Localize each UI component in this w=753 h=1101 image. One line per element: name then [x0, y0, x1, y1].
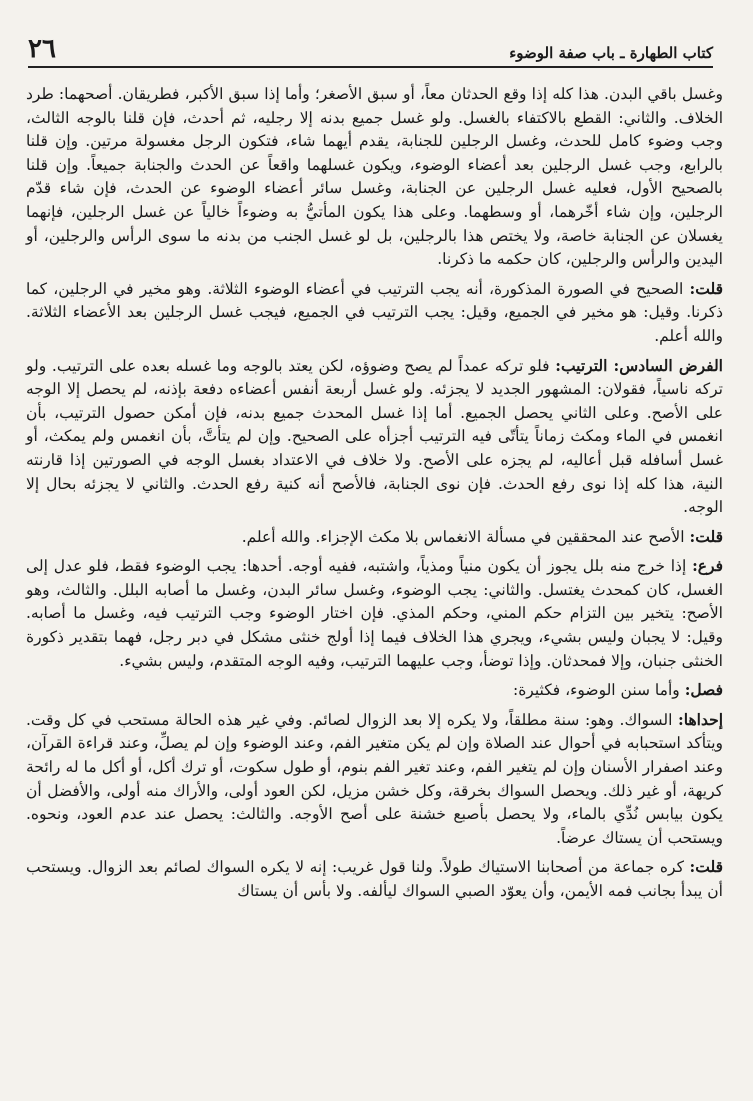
- page-body: [26, 82, 723, 909]
- paragraph-text: وغسل باقي البدن. هذا كله إذا وقع الحدثان معاً، أو سبق الأصغر؛ وأما إذا سبق الأكبر، فطريقان. أصحهما: طرد الخلاف. والثاني: القطع بالاكتفاء بالغسل. ولو غسل جميع بدنه إلا رجليه، ثم أحدث، فإن قلنا بالوجه الثالث، وجب وضوء كامل للحدث، وغسل الرجلين للجنابة، يقدم أيهما شاء، فتكون الرجل مغسولة مرتين. وإن قلنا بالرابع، وجب غسل الرجلين بعد أعضاء الوضوء، ويكون غسلهما واقعاً عن الحدث والجنابة جميعاً. وإن قلنا بالصحيح الأول، فعليه غسل الرجلين عن الجنابة، وغسل سائر أعضاء الوضوء عن الحدث، فإن شاء قدّم الرجلين، وإن شاء أخّرهما، أو وسطهما. وعلى هذا يكون المأتيُّ به وضوءاً خالياً عن غسل الرجلين، فإنهما يغسلان عن الجنابة خاصة، ولا يختص هذا بالرجلين، بل لو غسل الجنب من بدنه ما سوى الرأس والرجلين، أو اليدين والرأس والرجلين، كان حكمه ما ذكرنا.: [26, 85, 723, 269]
- page-number: ٢٦: [28, 34, 56, 64]
- paragraph-lead: قلت:: [689, 526, 723, 546]
- paragraph: [26, 708, 723, 851]
- paragraph-lead: قلت:: [689, 278, 723, 298]
- paragraph: [26, 354, 723, 520]
- paragraph-lead: إحداها:: [678, 709, 723, 729]
- paragraph: [26, 82, 723, 272]
- paragraph-text: إذا خرج منه بلل يجوز أن يكون منياً ومذياً، واشتبه، ففيه أوجه. أحدها: يجب الوضوء فقط، فلو عدل إلى الغسل، كان كمحدث يغتسل. والثاني: يجب الوضوء، وغسل سائر البدن، وغسل ما أصابه البلل. والثالث، وهو الأصح: يتخير بين التزام حكم المني، وحكم المذي. فإن اختار الوضوء وجب الترتيب فيه، وغسل ما أصابه. وقيل: لا يجبان وليس بشيء، ويجري هذا الخلاف فيما إذا أولج خنثى مشكل في دبر رجل، فهما بتقدير ذكورة الخنثى جنبان، وإلا فمحدثان. وإذا توضأ، وجب عليهما الترتيب، وفيه الوجه المتقدم، وليس بشيء.: [26, 557, 723, 670]
- page-header: [28, 28, 713, 62]
- paragraph-lead: فصل:: [684, 680, 723, 700]
- header-rule: [28, 66, 713, 68]
- paragraph-text: فلو تركه عمداً لم يصح وضوؤه، لكن يعتد بالوجه وما غسله بعده على الترتيب. ولو تركه ناسياً، فقولان: المشهور الجديد لا يجزئه. ولو غسل أربعة أنفس أعضاءه دفعة بإذنه، لم يحصل إلا الوجه على الأصح. وعلى الثاني يحصل الجميع. أما إذا غسل المحدث جميع بدنه، فإن أمكن حصول الترتيب، بأن انغمس في الماء ومكث زماناً يتأتّى فيه الترتيب أجزأه على الصحيح. وإن لم يتأتَّ، بأن انغمس ولم يمكث، أو غسل أسافله قبل أعاليه، لم يجزه على الأصح. ولا خلاف في الاعتداد بغسل الوجه في الصورتين إذا قارنته النية، هذا كله إذا نوى رفع الحدث. فإن نوى الجنابة، فالأصح أنه كنية رفع الحدث. والثاني لا يجزئه بحال إلا الوجه.: [26, 356, 723, 517]
- paragraph: [26, 525, 723, 550]
- paragraph-text: السواك. وهو: سنة مطلقاً، ولا يكره إلا بعد الزوال لصائم. وفي غير هذه الحالة مستحب في كل وقت. ويتأكد استحبابه في أحوال عند الصلاة وإن لم يكن متغير الفم، وعند الوضوء وإن لم يصلِّ، وعند قراءة القرآن، وعند اصفرار الأسنان وإن لم يتغير الفم، وعند تغير الفم بنوم، أو طول سكوت، أو ترك أكل، أو أكل ما له رائحة كريهة، أو غير ذلك. ويحصل السواك بخرقة، وكل خشن مزيل، لكن العود أولى، والأراك منه أولى، والأفضل أن يكون بيابس نُدِّي بالماء، ولا يحصل بأصبع خشنة على أصح الأوجه. والثالث: يحصل عند عدم العود، ونحوه. ويستحب أن يستاك عرضاً.: [26, 710, 723, 847]
- paragraph-text: الصحيح في الصورة المذكورة، أنه يجب الترتيب في أعضاء الوضوء الثلاثة. وهو مخير في الرجلين، كما ذكرنا. وقيل: هو مخير في الجميع، وقيل: يجب الترتيب في الجميع، فيجب غسل الرجلين بعد الأعضاء الثلاثة. والله أعلم.: [26, 279, 723, 345]
- paragraph: [26, 554, 723, 673]
- paragraph: [26, 277, 723, 349]
- paragraph-text: الأصح عند المحققين في مسألة الانغماس بلا مكث الإجزاء. والله أعلم.: [241, 527, 685, 546]
- paragraph-lead: الفرض السادس: الترتيب:: [555, 355, 723, 375]
- paragraph-text: وأما سنن الوضوء، فكثيرة:: [512, 681, 680, 700]
- paragraph-text: كره جماعة من أصحابنا الاستياك طولاً. ولنا قول غريب: إنه لا يكره السواك لصائم بعد الزوال. ويستحب أن يبدأ بجانب فمه الأيمن، وأن يعوّد الصبي السواك ليألفه. ولا بأس أن يستاك: [26, 858, 723, 900]
- paragraph-lead: قلت:: [689, 857, 723, 877]
- paragraph-lead: فرع:: [692, 556, 723, 576]
- paragraph: [26, 678, 723, 703]
- running-head: كتاب الطهارة ـ باب صفة الوضوء: [509, 44, 713, 62]
- paragraph: [26, 855, 723, 903]
